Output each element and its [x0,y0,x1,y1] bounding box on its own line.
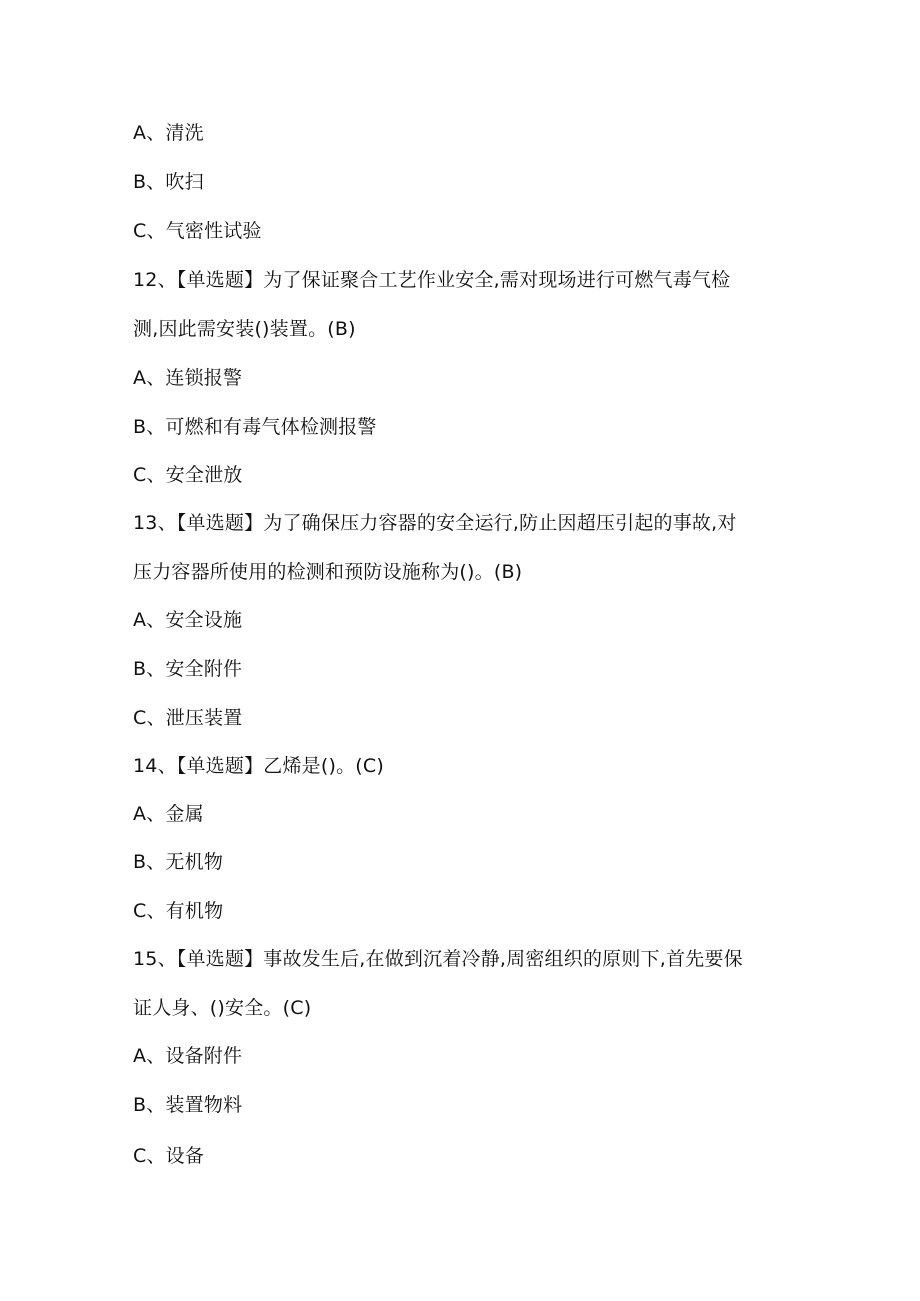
question-15-option-a: A、设备附件 [133,1045,243,1067]
question-13-option-c: C、泄压装置 [133,707,243,729]
question-12-option-a: A、连锁报警 [133,367,243,389]
question-13-line-2: 压力容器所使用的检测和预防设施称为()。(B) [133,561,523,583]
question-15-option-c: C、设备 [133,1145,205,1167]
question-12-line-1: 12、【单选题】为了保证聚合工艺作业安全,需对现场进行可燃气毒气检 [133,269,731,291]
option-c-airtightness: C、气密性试验 [133,220,262,242]
question-12-option-c: C、安全泄放 [133,464,243,486]
question-15-option-b: B、装置物料 [133,1094,243,1116]
question-13-option-b: B、安全附件 [133,658,243,680]
question-13-line-1: 13、【单选题】为了确保压力容器的安全运行,防止因超压引起的事故,对 [133,512,737,534]
option-b-purge: B、吹扫 [133,171,204,193]
question-14-option-a: A、金属 [133,803,204,825]
question-15-line-1: 15、【单选题】事故发生后,在做到沉着冷静,周密组织的原则下,首先要保 [133,948,743,970]
question-14-option-c: C、有机物 [133,900,224,922]
question-15-line-2: 证人身、()安全。(C) [133,997,312,1019]
question-12-option-b: B、可燃和有毒气体检测报警 [133,416,377,438]
question-14-option-b: B、无机物 [133,851,224,873]
option-a-clean: A、清洗 [133,122,204,144]
question-14: 14、【单选题】乙烯是()。(C) [133,755,384,777]
question-12-line-2: 测,因此需安装()装置。(B) [133,318,356,340]
question-13-option-a: A、安全设施 [133,609,243,631]
